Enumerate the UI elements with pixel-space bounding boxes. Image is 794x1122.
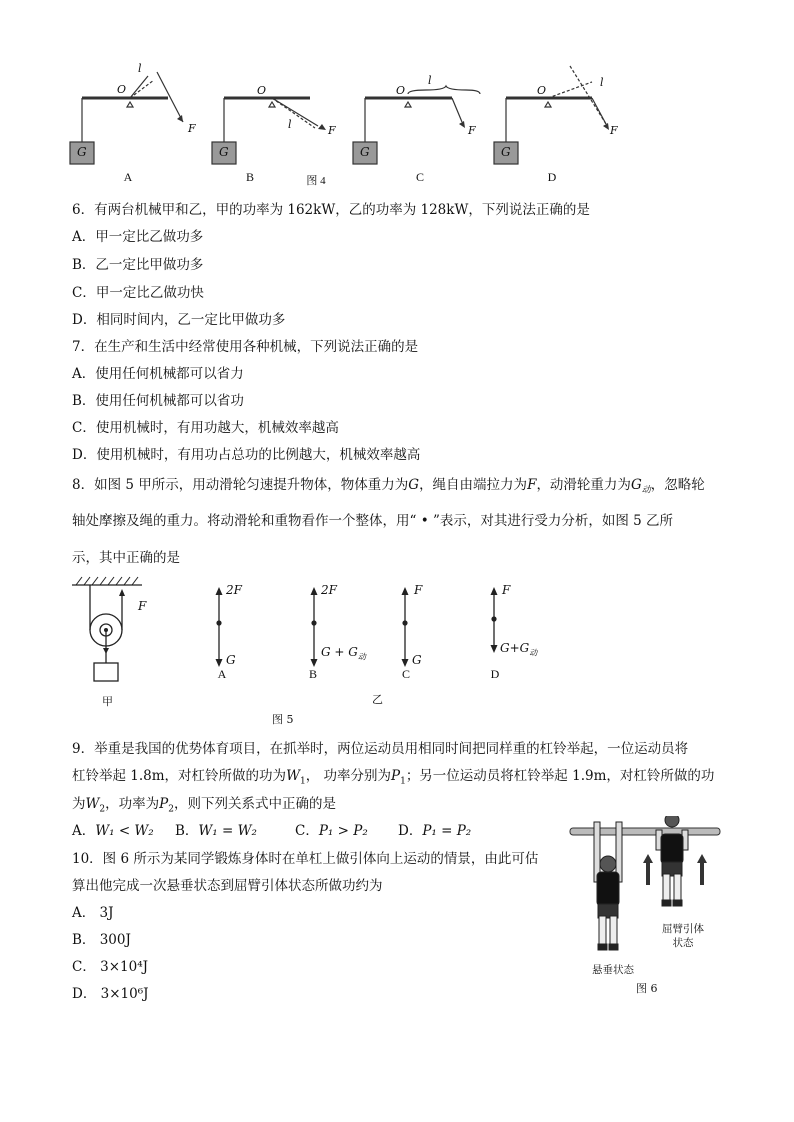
q6-stem: 6．有两台机械甲和乙，甲的功率为 162kW，乙的功率为 128kW，下列说法正确的是: [72, 202, 590, 218]
fig6-hang-label: 悬垂状态: [592, 964, 634, 976]
q9-option-c: C．P₁ > P₂: [295, 823, 368, 839]
fig5-option-d: D: [490, 667, 500, 681]
fig4-force-label-a: F: [188, 122, 196, 135]
fig5-d-bottom-label: $G+G_动$: [500, 641, 538, 658]
fig6-caption: 图 6: [636, 982, 658, 995]
fig5-c-top-label: F: [414, 583, 423, 597]
fig5-yi-label: 乙: [372, 693, 383, 706]
q9-line-3: 为$W_2$，功率为$P_2$，则下列关系式中正确的是: [72, 796, 336, 815]
fig5-option-c: C: [401, 667, 410, 681]
fig6-pull-label: 屈臂引体 状态: [662, 923, 704, 949]
fig4-mass-label-b: G: [219, 145, 229, 159]
figure-6: [568, 816, 728, 1000]
q6-option-c: C．甲一定比乙做功快: [72, 285, 204, 301]
fig4-mass-label-c: G: [360, 145, 370, 159]
figure-4: [60, 58, 660, 193]
fig4-caption: 图 4: [306, 175, 326, 187]
q9-line-1: 9．举重是我国的优势体育项目，在抓举时，两位运动员用相同时间把同样重的杠铃举起，一位运动员将: [72, 741, 689, 757]
fig4-pivot-label-b: O: [257, 84, 267, 97]
q9-line-2: 杠铃举起 1.8m，对杠铃所做的功为$W_1$， 功率分别为$P_1$；另一位运动员将杠铃举起 1.9m，对杠铃所做的功: [72, 768, 715, 787]
fig5-jia-label: 甲: [102, 695, 113, 708]
fig4-pivot-label-c: O: [396, 84, 406, 97]
q10-line-2: 算出他完成一次悬垂状态到屈臂引体状态所做功约为: [72, 878, 383, 894]
fig4-arm-label-d: l: [600, 76, 604, 89]
fig4-mass-label-d: G: [501, 145, 511, 159]
fig4-option-a: A: [123, 170, 133, 184]
q7-option-d: D．使用机械时，有用功占总功的比例越大，机械效率越高: [72, 447, 421, 463]
fig5-option-a: A: [217, 667, 227, 681]
q8-line-2: 轴处摩擦及绳的重力。将动滑轮和重物看作一个整体，用“ • ”表示，对其进行受力分析，如图 5 乙所: [72, 513, 674, 529]
fig5-caption: 图 5: [272, 713, 294, 726]
hanging-person: [594, 822, 622, 950]
q7-option-c: C．使用机械时，有用功越大，机械效率越高: [72, 420, 339, 436]
fig4-option-c: C: [415, 170, 424, 184]
fig4-force-label-d: F: [610, 124, 618, 137]
q6-option-d: D．相同时间内，乙一定比甲做功多: [72, 312, 286, 328]
q7-stem: 7．在生产和生活中经常使用各种机械，下列说法正确的是: [72, 339, 419, 355]
fig4-arm-label-b: l: [288, 118, 292, 131]
q8-line-3: 示，其中正确的是: [72, 550, 180, 566]
figure-4-drawing: [60, 58, 660, 193]
fig5-c-bottom-label: G: [412, 653, 422, 667]
q8-line-1: 8．如图 5 甲所示，用动滑轮匀速提升物体，物体重力为G，绳自由端拉力为F，动滑轮重力为$G_动$，忽略轮: [72, 477, 705, 496]
fig5-b-bottom-label: $G + G_动$: [321, 645, 366, 662]
fig4-option-d: D: [547, 170, 557, 184]
q10-option-b: B． 300J: [72, 932, 131, 948]
q9-option-b: B．W₁ = W₂: [175, 823, 257, 839]
fig4-force-label-c: F: [468, 124, 476, 137]
fig4-option-b: B: [245, 170, 254, 184]
fig4-pivot-label-a: O: [117, 83, 127, 96]
q7-option-a: A．使用任何机械都可以省力: [72, 366, 244, 382]
q10-option-c: C． 3×10⁴J: [72, 959, 149, 975]
fig4-force-label-b: F: [328, 124, 336, 137]
fig4-mass-label-a: G: [77, 145, 87, 159]
figure-5: [66, 575, 586, 730]
q9-option-d: D．P₁ = P₂: [398, 823, 472, 839]
q10-option-a: A． 3J: [72, 905, 114, 921]
fig5-b-top-label: 2F: [321, 583, 337, 597]
q6-option-b: B．乙一定比甲做功多: [72, 257, 204, 273]
fig4-arm-label-a: l: [138, 62, 142, 75]
fig5-d-top-label: F: [502, 583, 511, 597]
q9-options: [72, 822, 471, 840]
q6-option-a: A．甲一定比乙做功多: [72, 229, 204, 245]
fig5-a-bottom-label: G: [226, 653, 236, 667]
fig4-pivot-label-d: O: [537, 84, 547, 97]
fig5-jia-force-label: F: [138, 599, 147, 613]
q7-option-b: B．使用任何机械都可以省功: [72, 393, 244, 409]
q10-option-d: D． 3×10⁶J: [72, 986, 149, 1002]
fig5-option-b: B: [308, 667, 317, 681]
q9-option-a: A．W₁ < W₂: [72, 823, 154, 839]
fig5-a-top-label: 2F: [226, 583, 242, 597]
fig4-arm-label-c: l: [428, 74, 432, 87]
q10-line-1: 10．图 6 所示为某同学锻炼身体时在单杠上做引体向上运动的情景，由此可估: [72, 851, 539, 867]
